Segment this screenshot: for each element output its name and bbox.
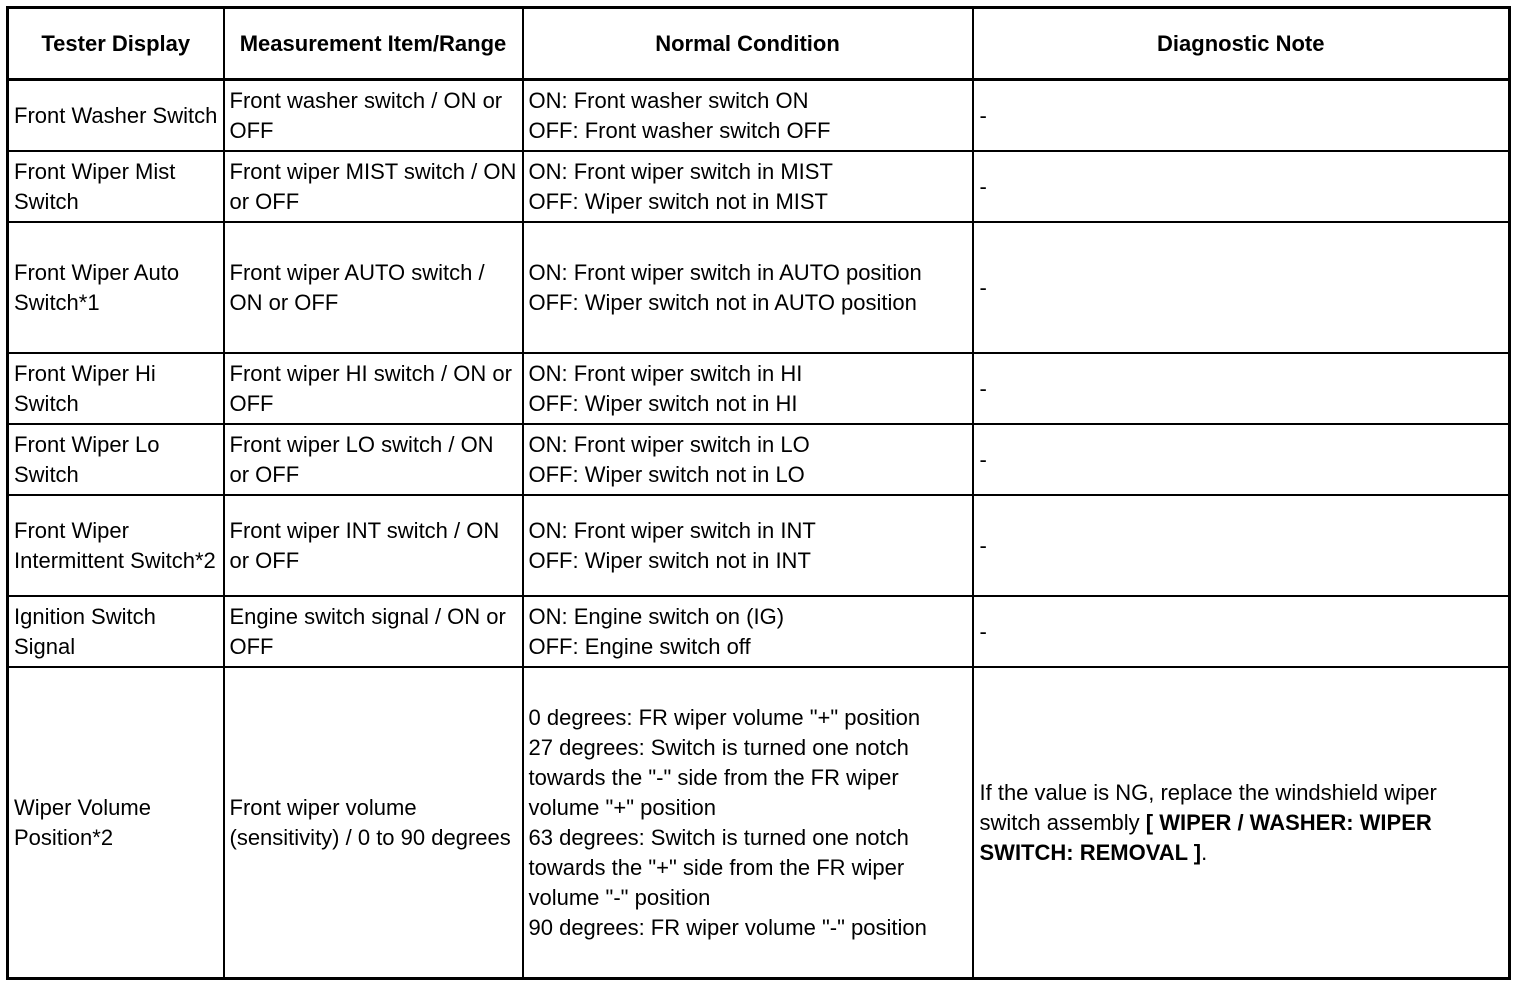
tester-display-cell: Front Washer Switch (8, 80, 224, 152)
condition-line: OFF: Wiper switch not in MIST (528, 188, 828, 214)
table-row (8, 495, 1510, 596)
table-row (8, 424, 1510, 495)
measurement-cell: Front wiper HI switch / ON or OFF (224, 353, 523, 424)
diagnostic-note-period: . (1201, 839, 1208, 865)
normal-condition-cell (523, 151, 973, 222)
condition-line: ON: Front wiper switch in INT (528, 517, 816, 543)
header-normal-condition: Normal Condition (523, 8, 973, 80)
tester-display-cell: Front Wiper Auto Switch*1 (8, 222, 224, 353)
removal-procedure-link[interactable]: [ WIPER / WASHER: WIPER SWITCH: REMOVAL ] (979, 809, 1432, 865)
diagnostic-note-cell (973, 667, 1510, 979)
normal-condition-cell (523, 495, 973, 596)
condition-line: 0 degrees: FR wiper volume "+" position (528, 704, 921, 730)
diagnostic-note-cell: - (973, 353, 1510, 424)
diagnostic-note-cell: - (973, 424, 1510, 495)
tester-display-cell: Front Wiper Mist Switch (8, 151, 224, 222)
condition-line: OFF: Front washer switch OFF (528, 117, 831, 143)
condition-line: ON: Engine switch on (IG) (528, 603, 785, 629)
diagnostic-note-cell: - (973, 222, 1510, 353)
tester-display-cell: Wiper Volume Position*2 (8, 667, 224, 979)
normal-condition-cell (523, 424, 973, 495)
diagnostic-note-cell: - (973, 495, 1510, 596)
condition-line: ON: Front wiper switch in LO (528, 431, 810, 457)
header-diagnostic-note: Diagnostic Note (973, 8, 1510, 80)
header-measurement: Measurement Item/Range (224, 8, 523, 80)
table-row (8, 222, 1510, 353)
condition-line: 90 degrees: FR wiper volume "-" position (528, 914, 927, 940)
condition-line: OFF: Engine switch off (528, 633, 751, 659)
table-row (8, 596, 1510, 667)
measurement-cell: Front wiper MIST switch / ON or OFF (224, 151, 523, 222)
diagnostic-note-cell: - (973, 151, 1510, 222)
condition-line: OFF: Wiper switch not in AUTO position (528, 289, 917, 315)
measurement-cell: Front washer switch / ON or OFF (224, 80, 523, 152)
tester-display-cell: Ignition Switch Signal (8, 596, 224, 667)
measurement-cell: Front wiper AUTO switch / ON or OFF (224, 222, 523, 353)
condition-line: 27 degrees: Switch is turned one notch towards the "-" side from the FR wiper volume "+" position (528, 734, 909, 820)
table-row (8, 151, 1510, 222)
tester-display-cell: Front Wiper Intermittent Switch*2 (8, 495, 224, 596)
tester-display-cell: Front Wiper Hi Switch (8, 353, 224, 424)
measurement-cell: Front wiper LO switch / ON or OFF (224, 424, 523, 495)
normal-condition-cell (523, 222, 973, 353)
condition-line: ON: Front wiper switch in MIST (528, 158, 833, 184)
condition-line: ON: Front wiper switch in AUTO position (528, 259, 922, 285)
normal-condition-cell (523, 80, 973, 152)
measurement-cell: Engine switch signal / ON or OFF (224, 596, 523, 667)
normal-condition-cell (523, 596, 973, 667)
table-row (8, 80, 1510, 152)
condition-line: ON: Front wiper switch in HI (528, 360, 803, 386)
normal-condition-cell (523, 353, 973, 424)
measurement-cell: Front wiper INT switch / ON or OFF (224, 495, 523, 596)
diagnostic-note-cell: - (973, 596, 1510, 667)
condition-line: OFF: Wiper switch not in INT (528, 547, 811, 573)
condition-line: ON: Front washer switch ON (528, 87, 809, 113)
table-header-row (8, 8, 1510, 80)
tester-display-cell: Front Wiper Lo Switch (8, 424, 224, 495)
condition-line: OFF: Wiper switch not in HI (528, 390, 798, 416)
table-row (8, 667, 1510, 979)
diagnostic-note-text: If the value is NG, replace the windshield wiper switch assembly (979, 779, 1437, 835)
measurement-cell: Front wiper volume (sensitivity) / 0 to 90 degrees (224, 667, 523, 979)
diagnostic-data-table (6, 6, 1511, 980)
condition-line: 63 degrees: Switch is turned one notch towards the "+" side from the FR wiper volume "-" position (528, 824, 909, 910)
table-row (8, 353, 1510, 424)
normal-condition-cell (523, 667, 973, 979)
header-tester-display: Tester Display (8, 8, 224, 80)
condition-line: OFF: Wiper switch not in LO (528, 461, 805, 487)
diagnostic-note-cell: - (973, 80, 1510, 152)
